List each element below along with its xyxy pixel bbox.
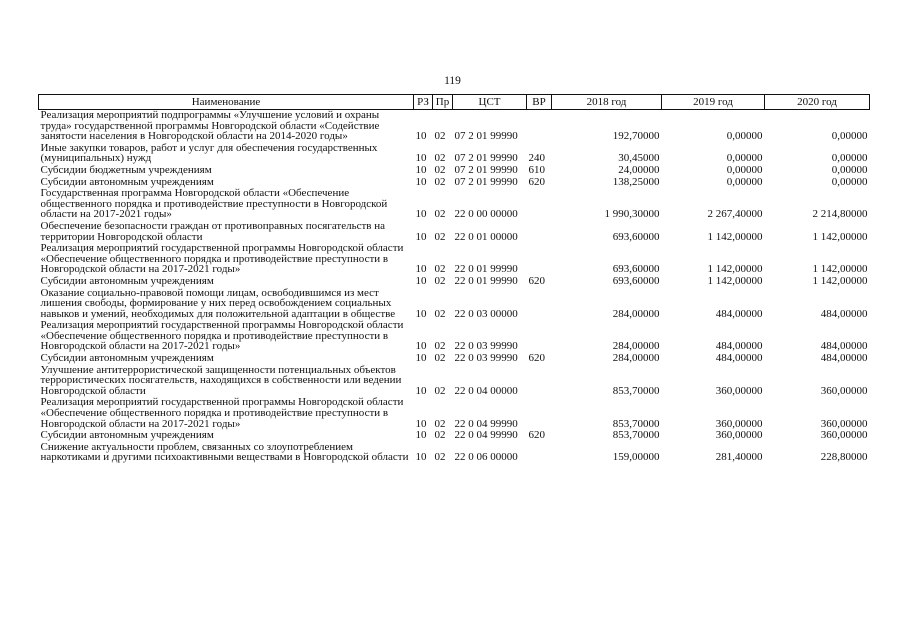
budget-table	[38, 94, 870, 464]
row-name-cell: Субсидии автономным учреждениям	[40, 175, 214, 188]
row-2020-cell: 360,00000	[820, 417, 868, 430]
row-name-cell: Улучшение антитеррористической защищенности потенциальных объектов террористических посягательств, находящихся в собственности или ведении Новгородской области	[40, 363, 402, 397]
row-2020-cell: 1 142,00000	[812, 230, 868, 243]
row-2019-cell: 360,00000	[715, 429, 763, 442]
row-2018-cell: 24,00000	[618, 163, 660, 176]
row-2020-cell: 0,00000	[831, 163, 868, 176]
row-name-cell: Реализация мероприятий государственной программы Новгородской области «Обеспечение общественного порядка и противодействие преступности в Новгородской области на 2017-2021 годы»	[40, 396, 404, 430]
row-vr-cell: 620	[528, 352, 545, 365]
row-vr-cell	[527, 320, 552, 353]
row-cst-cell: 22 0 01 99990	[454, 274, 518, 287]
row-2018-cell: 138,25000	[612, 175, 660, 188]
row-cst-cell: 22 0 03 99990	[454, 340, 518, 353]
row-cst-cell: 22 0 00 00000	[454, 208, 518, 221]
row-2020-cell: 2 214,80000	[812, 208, 868, 221]
row-2019-cell: 281,40000	[715, 451, 763, 464]
table-body	[39, 110, 870, 465]
row-name-cell: Субсидии автономным учреждениям	[40, 274, 214, 287]
row-pr-cell: 02	[434, 274, 446, 287]
row-vr-cell: 610	[528, 163, 545, 176]
table-row	[39, 243, 870, 276]
row-2019-cell: 0,00000	[726, 152, 763, 165]
row-pr-cell: 02	[434, 340, 446, 353]
row-vr-cell	[527, 243, 552, 276]
row-2019-cell: 484,00000	[715, 340, 763, 353]
row-rz-cell: 10	[415, 175, 427, 188]
row-rz-cell: 10	[415, 429, 427, 442]
row-cst-cell: 22 0 04 99990	[454, 417, 518, 430]
row-rz-cell: 10	[415, 130, 427, 143]
row-2019-cell: 1 142,00000	[707, 263, 763, 276]
row-2018-cell: 1 990,30000	[604, 208, 660, 221]
table-header-row	[39, 95, 870, 110]
header-name: Наименование	[39, 95, 414, 110]
row-2018-cell: 693,60000	[612, 230, 660, 243]
row-rz-cell: 10	[415, 230, 427, 243]
row-rz-cell: 10	[415, 340, 427, 353]
row-name-cell: Субсидии автономным учреждениям	[40, 429, 214, 442]
row-pr-cell: 02	[434, 130, 446, 143]
row-2020-cell: 484,00000	[820, 307, 868, 320]
table-row	[39, 320, 870, 353]
row-rz-cell: 10	[415, 417, 427, 430]
row-2019-cell: 360,00000	[715, 384, 763, 397]
row-pr-cell: 02	[434, 230, 446, 243]
row-vr-cell	[527, 188, 552, 221]
header-cst: ЦСТ	[453, 95, 527, 110]
row-name-cell: Субсидии бюджетным учреждениям	[40, 163, 212, 176]
table-row	[39, 143, 870, 165]
row-2020-cell: 484,00000	[820, 340, 868, 353]
row-2020-cell: 0,00000	[831, 130, 868, 143]
row-pr-cell: 02	[434, 417, 446, 430]
table-row	[39, 288, 870, 321]
row-cst-cell: 22 0 01 99990	[454, 263, 518, 276]
table-row	[39, 442, 870, 464]
row-2018-cell: 853,70000	[612, 417, 660, 430]
header-pr: Пр	[433, 95, 453, 110]
row-2019-cell: 484,00000	[715, 352, 763, 365]
row-2020-cell: 0,00000	[831, 175, 868, 188]
header-vr: ВР	[527, 95, 552, 110]
row-rz-cell: 10	[415, 163, 427, 176]
table-row	[39, 221, 870, 243]
row-name-cell: Обеспечение безопасности граждан от противоправных посягательств на территории Новгородской области	[40, 219, 386, 243]
row-2019-cell: 1 142,00000	[707, 274, 763, 287]
row-2019-cell: 360,00000	[715, 417, 763, 430]
row-pr-cell: 02	[434, 152, 446, 165]
row-2018-cell: 693,60000	[612, 263, 660, 276]
row-rz-cell: 10	[415, 274, 427, 287]
row-name-cell: Государственная программа Новгородской области «Обеспечение общественного порядка и противодействие преступности в Новгородской области на 2017-2021 годы»	[40, 187, 388, 221]
table-row	[39, 188, 870, 221]
row-2018-cell: 853,70000	[612, 384, 660, 397]
row-name-cell: Реализация мероприятий государственной программы Новгородской области «Обеспечение общественного порядка и противодействие преступности в Новгородской области на 2017-2021 годы»	[40, 319, 404, 353]
row-rz-cell: 10	[415, 208, 427, 221]
row-cst-cell: 22 0 01 00000	[454, 230, 518, 243]
row-vr-cell	[527, 397, 552, 430]
row-2019-cell: 0,00000	[726, 175, 763, 188]
table-row	[39, 276, 870, 288]
row-2019-cell: 0,00000	[726, 130, 763, 143]
header-2018: 2018 год	[552, 95, 662, 110]
row-2019-cell: 1 142,00000	[707, 230, 763, 243]
row-name-cell: Иные закупки товаров, работ и услуг для обеспечения государственных (муниципальных) нужд	[40, 141, 378, 165]
table-row	[39, 397, 870, 430]
row-2020-cell: 484,00000	[820, 352, 868, 365]
row-cst-cell: 22 0 06 00000	[454, 451, 518, 464]
row-cst-cell: 07 2 01 99990	[454, 175, 518, 188]
row-rz-cell: 10	[415, 263, 427, 276]
row-2018-cell: 30,45000	[618, 152, 660, 165]
row-rz-cell: 10	[415, 152, 427, 165]
table-row	[39, 165, 870, 177]
header-rz: РЗ	[414, 95, 433, 110]
row-name-cell: Оказание социально-правовой помощи лицам, освободившимся из мест лишения свободы, формирование у них перед освобождением социальных навыков и умений, необходимых для положительной адаптации в обществе	[40, 286, 396, 320]
row-2018-cell: 284,00000	[612, 307, 660, 320]
row-vr-cell: 240	[528, 152, 545, 165]
row-2020-cell: 360,00000	[820, 429, 868, 442]
row-2020-cell: 1 142,00000	[812, 263, 868, 276]
row-2019-cell: 2 267,40000	[707, 208, 763, 221]
row-vr-cell: 620	[528, 175, 545, 188]
row-vr-cell	[527, 221, 552, 243]
table-row	[39, 110, 870, 143]
row-cst-cell: 07 2 01 99990	[454, 130, 518, 143]
row-pr-cell: 02	[434, 352, 446, 365]
row-cst-cell: 22 0 04 00000	[454, 384, 518, 397]
row-vr-cell	[527, 288, 552, 321]
row-rz-cell: 10	[415, 352, 427, 365]
header-2019: 2019 год	[662, 95, 765, 110]
row-2019-cell: 484,00000	[715, 307, 763, 320]
table-row	[39, 365, 870, 398]
row-cst-cell: 07 2 01 99990	[454, 152, 518, 165]
row-vr-cell: 620	[528, 429, 545, 442]
row-2020-cell: 228,80000	[820, 451, 868, 464]
row-vr-cell	[527, 365, 552, 398]
row-rz-cell: 10	[415, 451, 427, 464]
row-2020-cell: 360,00000	[820, 384, 868, 397]
row-vr-cell	[527, 110, 552, 143]
table-row	[39, 353, 870, 365]
row-vr-cell	[527, 442, 552, 464]
row-name-cell: Субсидии автономным учреждениям	[40, 352, 214, 365]
row-name-cell: Реализация мероприятий подпрограммы «Улучшение условий и охраны труда» государственной программы Новгородской области «Содействие занятости населения в Новгородской области на 2014-2020 годы»	[40, 109, 380, 143]
row-cst-cell: 22 0 03 99990	[454, 352, 518, 365]
row-2018-cell: 693,60000	[612, 274, 660, 287]
row-2019-cell: 0,00000	[726, 163, 763, 176]
header-2020: 2020 год	[765, 95, 870, 110]
row-pr-cell: 02	[434, 263, 446, 276]
page-number: 119	[444, 75, 461, 87]
row-pr-cell: 02	[434, 429, 446, 442]
row-cst-cell: 22 0 03 00000	[454, 307, 518, 320]
row-rz-cell: 10	[415, 307, 427, 320]
row-2020-cell: 0,00000	[831, 152, 868, 165]
row-2018-cell: 192,70000	[612, 130, 660, 143]
row-pr-cell: 02	[434, 307, 446, 320]
row-2018-cell: 284,00000	[612, 352, 660, 365]
row-2018-cell: 853,70000	[612, 429, 660, 442]
row-2018-cell: 159,00000	[612, 451, 660, 464]
row-pr-cell: 02	[434, 175, 446, 188]
row-pr-cell: 02	[434, 163, 446, 176]
row-2018-cell: 284,00000	[612, 340, 660, 353]
row-name-cell: Реализация мероприятий государственной программы Новгородской области «Обеспечение общественного порядка и противодействие преступности в Новгородской области на 2017-2021 годы»	[40, 242, 404, 276]
row-pr-cell: 02	[434, 208, 446, 221]
row-vr-cell: 620	[528, 274, 545, 287]
row-2020-cell: 1 142,00000	[812, 274, 868, 287]
row-cst-cell: 07 2 01 99990	[454, 163, 518, 176]
row-rz-cell: 10	[415, 384, 427, 397]
row-name-cell: Снижение актуальности проблем, связанных со злоупотреблением наркотиками и другими психоактивными веществами в Новгородской области	[40, 440, 409, 464]
row-pr-cell: 02	[434, 451, 446, 464]
row-cst-cell: 22 0 04 99990	[454, 429, 518, 442]
row-pr-cell: 02	[434, 384, 446, 397]
